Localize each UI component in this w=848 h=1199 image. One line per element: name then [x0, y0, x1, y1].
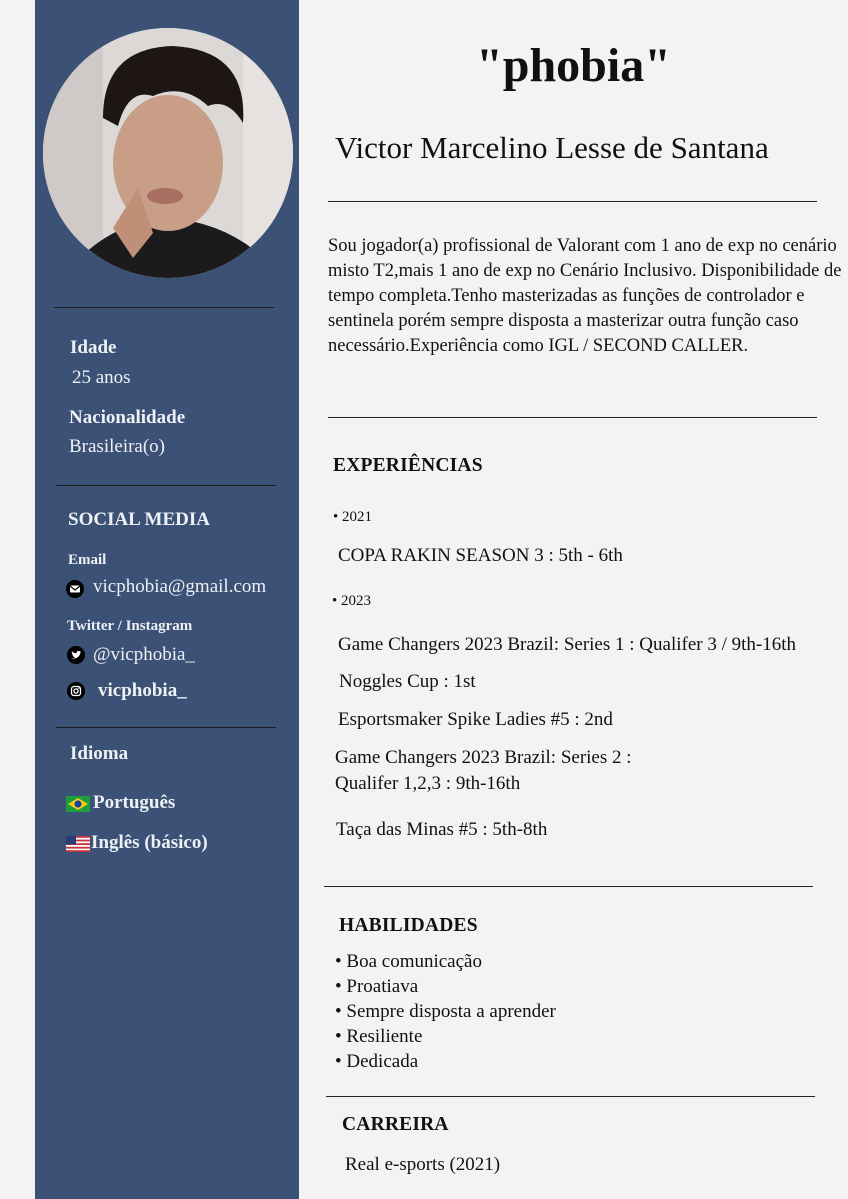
nationality-label: Nacionalidade — [69, 407, 186, 428]
language-item: Português — [93, 792, 176, 813]
experience-item: Esportsmaker Spike Ladies #5 : 2nd — [338, 709, 613, 730]
experience-item: Qualifer 1,2,3 : 9th-16th — [335, 773, 521, 794]
career-item: Real e-sports (2021) — [345, 1154, 501, 1175]
twitter-handle[interactable]: @vicphobia_ — [93, 644, 195, 665]
sidebar — [35, 0, 299, 1199]
instagram-icon — [67, 682, 85, 700]
experience-item: Game Changers 2023 Brazil: Series 2 : — [335, 747, 632, 768]
language-item: Inglês (básico) — [91, 832, 208, 853]
skills-heading: HABILIDADES — [339, 915, 478, 936]
skill-item: • Boa comunicação — [335, 951, 482, 972]
skills-list — [335, 949, 556, 1074]
experiences-heading: EXPERIÊNCIAS — [333, 455, 483, 476]
experience-item: Game Changers 2023 Brazil: Series 1 : Qualifer 3 / 9th-16th — [338, 634, 797, 655]
brazil-flag-icon — [66, 796, 90, 812]
career-heading: CARREIRA — [342, 1114, 449, 1135]
about-paragraph: Sou jogador(a) profissional de Valorant com 1 ano de exp no cenário misto T2,mais 1 ano de exp no Cenário Inclusivo. Disponibilidade de tempo completa.Tenho masterizadas as funções de controlador e sentinela porém sempre disposta a masterizar outra função caso necessário.Experiência como IGL / SECOND CALLER. — [328, 236, 842, 356]
usa-flag-icon — [66, 836, 90, 852]
age-value: 25 anos — [72, 367, 131, 388]
sidebar-divider — [54, 307, 274, 308]
social-media-heading: SOCIAL MEDIA — [68, 509, 210, 530]
social-label: Twitter / Instagram — [67, 618, 193, 634]
email-label: Email — [68, 552, 107, 568]
nickname-title: "phobia" — [476, 39, 671, 92]
year-bullet: • 2023 — [332, 593, 372, 609]
language-heading: Idioma — [70, 743, 129, 764]
full-name: Victor Marcelino Lesse de Santana — [335, 130, 769, 165]
skill-item: • Proatiava — [335, 976, 419, 997]
experience-item: Taça das Minas #5 : 5th-8th — [336, 819, 548, 840]
experience-item: COPA RAKIN SEASON 3 : 5th - 6th — [338, 545, 623, 566]
instagram-handle[interactable]: vicphobia_ — [98, 680, 187, 701]
age-label: Idade — [70, 337, 117, 358]
profile-photo — [43, 28, 293, 278]
sidebar-divider — [56, 727, 276, 728]
year-label: 2021 — [342, 509, 373, 525]
year-label: 2023 — [341, 593, 372, 609]
experience-item: Noggles Cup : 1st — [339, 671, 476, 692]
section-divider — [328, 201, 817, 202]
section-divider — [326, 1096, 815, 1097]
email-icon — [66, 580, 84, 598]
skill-item: • Sempre disposta a aprender — [335, 1001, 556, 1022]
sidebar-divider — [56, 485, 276, 486]
skill-item: • Dedicada — [335, 1051, 419, 1072]
email-value[interactable]: vicphobia@gmail.com — [93, 576, 267, 597]
nationality-value: Brasileira(o) — [69, 436, 166, 457]
section-divider — [324, 886, 813, 887]
twitter-icon — [67, 646, 85, 664]
skill-item: • Resiliente — [335, 1026, 423, 1047]
year-bullet: • 2021 — [333, 509, 373, 525]
section-divider — [328, 417, 817, 418]
